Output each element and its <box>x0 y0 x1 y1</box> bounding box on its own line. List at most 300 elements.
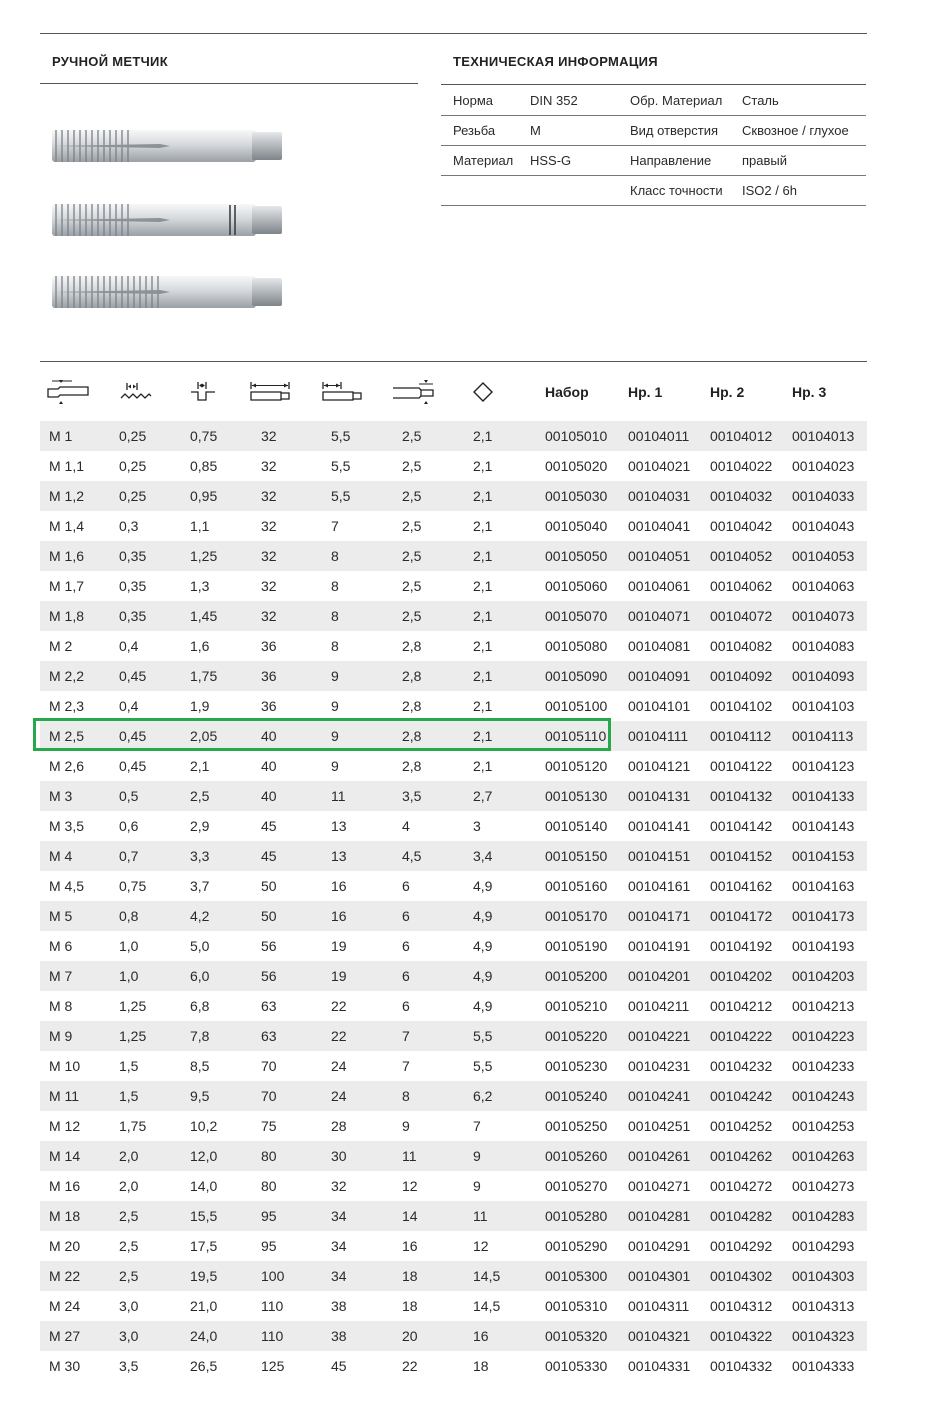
total-length-cell: 32 <box>261 608 277 624</box>
thread-length-cell: 19 <box>331 938 347 954</box>
pitch-cell: 1,25 <box>119 1028 147 1044</box>
no1-article-cell: 00104171 <box>628 908 691 924</box>
no2-article-cell: 00104282 <box>710 1208 773 1224</box>
pitch-cell: 1,0 <box>119 938 139 954</box>
thread-length-cell: 8 <box>331 608 339 624</box>
tech-value: M <box>530 123 541 138</box>
thread-length-cell: 9 <box>331 758 339 774</box>
shank-diameter-cell: 6 <box>402 938 410 954</box>
table-header <box>40 363 867 421</box>
no1-article-cell: 00104141 <box>628 818 691 834</box>
thread-length-cell: 16 <box>331 908 347 924</box>
set-article-cell: 00105120 <box>545 758 608 774</box>
square-size-cell: 2,7 <box>473 788 493 804</box>
tech-info-table <box>441 86 866 206</box>
set-article-cell: 00105220 <box>545 1028 608 1044</box>
no3-article-cell: 00104173 <box>792 908 855 924</box>
total-length-icon <box>249 377 293 407</box>
thread-length-cell: 38 <box>331 1328 347 1344</box>
thread-size-cell: M 1,6 <box>49 548 85 564</box>
no3-article-cell: 00104333 <box>792 1358 855 1374</box>
table-row <box>40 571 867 601</box>
table-row <box>40 1201 867 1231</box>
no3-article-cell: 00104273 <box>792 1178 855 1194</box>
thread-size-cell: M 1,1 <box>49 458 85 474</box>
thread-size-cell: M 2,2 <box>49 668 85 684</box>
set-article-cell: 00105100 <box>545 698 608 714</box>
set-article-cell: 00105260 <box>545 1148 608 1164</box>
table-row <box>40 541 867 571</box>
total-length-cell: 95 <box>261 1208 277 1224</box>
table-row <box>40 1321 867 1351</box>
square-size-cell: 3 <box>473 818 481 834</box>
drill-diameter-cell: 24,0 <box>190 1328 218 1344</box>
pitch-cell: 0,75 <box>119 878 147 894</box>
pitch-cell: 0,45 <box>119 758 147 774</box>
set-article-cell: 00105050 <box>545 548 608 564</box>
pitch-cell: 0,25 <box>119 428 147 444</box>
set-article-cell: 00105270 <box>545 1178 608 1194</box>
no1-article-cell: 00104261 <box>628 1148 691 1164</box>
pitch-cell: 1,5 <box>119 1088 139 1104</box>
no2-article-cell: 00104092 <box>710 668 773 684</box>
set-article-cell: 00105130 <box>545 788 608 804</box>
square-size-cell: 6,2 <box>473 1088 493 1104</box>
no3-article-cell: 00104083 <box>792 638 855 654</box>
square-size-cell: 5,5 <box>473 1028 493 1044</box>
pitch-cell: 0,8 <box>119 908 139 924</box>
square-size-cell: 2,1 <box>473 698 493 714</box>
table-row <box>40 841 867 871</box>
thread-length-cell: 13 <box>331 848 347 864</box>
thread-size-cell: M 27 <box>49 1328 81 1344</box>
no1-article-cell: 00104291 <box>628 1238 691 1254</box>
pitch-cell: 0,35 <box>119 548 147 564</box>
drill-diameter-cell: 1,45 <box>190 608 218 624</box>
total-length-cell: 70 <box>261 1058 277 1074</box>
total-length-cell: 63 <box>261 1028 277 1044</box>
table-row <box>40 931 867 961</box>
shank-diameter-cell: 9 <box>402 1118 410 1134</box>
pitch-cell: 2,5 <box>119 1238 139 1254</box>
no1-article-cell: 00104331 <box>628 1358 691 1374</box>
set-article-cell: 00105020 <box>545 458 608 474</box>
drill-diameter-cell: 19,5 <box>190 1268 218 1284</box>
table-row <box>40 961 867 991</box>
shank-diameter-cell: 6 <box>402 968 410 984</box>
pitch-cell: 3,0 <box>119 1328 139 1344</box>
shank-diameter-cell: 2,5 <box>402 458 422 474</box>
no2-article-cell: 00104052 <box>710 548 773 564</box>
total-length-cell: 50 <box>261 878 277 894</box>
square-size-cell: 2,1 <box>473 668 493 684</box>
thread-size-cell: M 1,7 <box>49 578 85 594</box>
pitch-cell: 0,45 <box>119 668 147 684</box>
square-size-cell: 2,1 <box>473 728 493 744</box>
set-article-cell: 00105320 <box>545 1328 608 1344</box>
total-length-cell: 95 <box>261 1238 277 1254</box>
no3-article-cell: 00104033 <box>792 488 855 504</box>
total-length-cell: 32 <box>261 548 277 564</box>
table-row <box>40 451 867 481</box>
shank-diameter-cell: 2,5 <box>402 548 422 564</box>
no3-article-cell: 00104243 <box>792 1088 855 1104</box>
shank-diameter-cell: 6 <box>402 878 410 894</box>
total-length-cell: 32 <box>261 578 277 594</box>
table-row <box>40 601 867 631</box>
tap-1 <box>52 130 282 162</box>
no1-article-cell: 00104051 <box>628 548 691 564</box>
no1-article-cell: 00104211 <box>628 998 690 1014</box>
tech-value: правый <box>742 153 788 168</box>
thread-size-cell: M 22 <box>49 1268 81 1284</box>
pitch-cell: 2,5 <box>119 1268 139 1284</box>
pitch-cell: 0,25 <box>119 488 147 504</box>
pitch-cell: 0,5 <box>119 788 139 804</box>
set-article-cell: 00105140 <box>545 818 608 834</box>
shank-diameter-cell: 7 <box>402 1058 410 1074</box>
thread-length-cell: 32 <box>331 1178 347 1194</box>
thread-length-cell: 38 <box>331 1298 347 1314</box>
header-no3: Нр. 3 <box>792 384 827 400</box>
thread-size-cell: M 7 <box>49 968 73 984</box>
header-set: Набор <box>545 384 589 400</box>
thread-length-cell: 34 <box>331 1208 347 1224</box>
no1-article-cell: 00104251 <box>628 1118 691 1134</box>
thread-size-cell: M 3,5 <box>49 818 85 834</box>
shank-diameter-cell: 4,5 <box>402 848 422 864</box>
no1-article-cell: 00104041 <box>628 518 691 534</box>
table-row <box>40 1261 867 1291</box>
shank-diameter-cell: 2,8 <box>402 728 422 744</box>
thread-size-cell: M 2 <box>49 638 73 654</box>
square-size-cell: 16 <box>473 1328 489 1344</box>
table-row <box>40 1111 867 1141</box>
table-body <box>40 421 867 1381</box>
no1-article-cell: 00104111 <box>628 728 689 744</box>
no1-article-cell: 00104061 <box>628 578 691 594</box>
thread-length-cell: 24 <box>331 1058 347 1074</box>
thread-size-cell: M 20 <box>49 1238 81 1254</box>
thread-length-cell: 9 <box>331 668 339 684</box>
pitch-cell: 0,3 <box>119 518 139 534</box>
drill-diameter-cell: 1,1 <box>190 518 210 534</box>
total-length-cell: 63 <box>261 998 277 1014</box>
thread-length-cell: 7 <box>331 518 339 534</box>
total-length-cell: 75 <box>261 1118 277 1134</box>
tech-row <box>441 116 866 146</box>
no2-article-cell: 00104062 <box>710 578 773 594</box>
drill-diameter-cell: 3,3 <box>190 848 210 864</box>
no1-article-cell: 00104271 <box>628 1178 691 1194</box>
thread-length-cell: 9 <box>331 698 339 714</box>
set-article-cell: 00105240 <box>545 1088 608 1104</box>
no2-article-cell: 00104202 <box>710 968 773 984</box>
table-row <box>40 1081 867 1111</box>
no1-article-cell: 00104131 <box>628 788 691 804</box>
thread-size-cell: M 9 <box>49 1028 73 1044</box>
thread-size-cell: M 2,5 <box>49 728 85 744</box>
square-size-cell: 18 <box>473 1358 489 1374</box>
pitch-cell: 2,0 <box>119 1148 139 1164</box>
no2-article-cell: 00104192 <box>710 938 773 954</box>
tech-row <box>441 146 866 176</box>
square-size-cell: 2,1 <box>473 608 493 624</box>
pitch-cell: 0,35 <box>119 608 147 624</box>
pitch-cell: 0,4 <box>119 698 139 714</box>
thread-length-cell: 19 <box>331 968 347 984</box>
square-size-cell: 7 <box>473 1118 481 1134</box>
shank-diameter-icon <box>391 377 435 407</box>
shank-diameter-cell: 18 <box>402 1298 418 1314</box>
no2-article-cell: 00104222 <box>710 1028 773 1044</box>
pitch-cell: 0,4 <box>119 638 139 654</box>
total-length-cell: 125 <box>261 1358 285 1374</box>
drill-diameter-cell: 2,9 <box>190 818 210 834</box>
set-article-cell: 00105070 <box>545 608 608 624</box>
no2-article-cell: 00104132 <box>710 788 773 804</box>
no3-article-cell: 00104073 <box>792 608 855 624</box>
no3-article-cell: 00104293 <box>792 1238 855 1254</box>
set-article-cell: 00105200 <box>545 968 608 984</box>
total-length-cell: 32 <box>261 518 277 534</box>
pitch-cell: 0,45 <box>119 728 147 744</box>
total-length-cell: 32 <box>261 428 277 444</box>
no1-article-cell: 00104021 <box>628 458 691 474</box>
set-article-cell: 00105230 <box>545 1058 608 1074</box>
thread-length-cell: 5,5 <box>331 488 351 504</box>
no2-article-cell: 00104162 <box>710 878 773 894</box>
no2-article-cell: 00104032 <box>710 488 773 504</box>
no1-article-cell: 00104151 <box>628 848 691 864</box>
square-size-cell: 14,5 <box>473 1298 501 1314</box>
shank-diameter-cell: 12 <box>402 1178 418 1194</box>
drill-diameter-cell: 2,5 <box>190 788 210 804</box>
thread-size-cell: M 18 <box>49 1208 81 1224</box>
tech-row <box>441 86 866 116</box>
shank-diameter-cell: 22 <box>402 1358 418 1374</box>
no3-article-cell: 00104013 <box>792 428 855 444</box>
no2-article-cell: 00104172 <box>710 908 773 924</box>
thread-length-cell: 16 <box>331 878 347 894</box>
set-article-cell: 00105090 <box>545 668 608 684</box>
shank-diameter-cell: 2,5 <box>402 578 422 594</box>
no3-article-cell: 00104063 <box>792 578 855 594</box>
thread-length-cell: 45 <box>331 1358 347 1374</box>
thread-length-cell: 5,5 <box>331 458 351 474</box>
tech-value: HSS-G <box>530 153 572 168</box>
table-row <box>40 1051 867 1081</box>
table-row <box>40 421 867 451</box>
set-article-cell: 00105210 <box>545 998 608 1014</box>
square-size-cell: 2,1 <box>473 578 493 594</box>
shank-diameter-cell: 2,5 <box>402 488 422 504</box>
thread-length-cell: 34 <box>331 1238 347 1254</box>
pitch-cell: 1,5 <box>119 1058 139 1074</box>
no3-article-cell: 00104123 <box>792 758 855 774</box>
drill-diameter-cell: 4,2 <box>190 908 210 924</box>
thread-size-cell: M 2,3 <box>49 698 85 714</box>
no3-article-cell: 00104263 <box>792 1148 855 1164</box>
set-article-cell: 00105040 <box>545 518 608 534</box>
thread-length-cell: 5,5 <box>331 428 351 444</box>
no1-article-cell: 00104191 <box>628 938 691 954</box>
thread-length-icon <box>321 377 365 407</box>
thread-size-cell: M 6 <box>49 938 73 954</box>
no3-article-cell: 00104313 <box>792 1298 855 1314</box>
drill-diameter-icon <box>189 377 219 407</box>
table-row <box>40 661 867 691</box>
drill-diameter-cell: 1,3 <box>190 578 210 594</box>
no1-article-cell: 00104281 <box>628 1208 691 1224</box>
header-no2: Нр. 2 <box>710 384 745 400</box>
no3-article-cell: 00104223 <box>792 1028 855 1044</box>
thread-size-cell: M 1,4 <box>49 518 85 534</box>
square-size-cell: 2,1 <box>473 638 493 654</box>
drill-diameter-cell: 15,5 <box>190 1208 218 1224</box>
shank-diameter-cell: 11 <box>402 1148 417 1164</box>
set-article-cell: 00105150 <box>545 848 608 864</box>
set-article-cell: 00105310 <box>545 1298 608 1314</box>
no3-article-cell: 00104163 <box>792 878 855 894</box>
tap-size-table <box>40 363 867 1381</box>
drill-diameter-cell: 26,5 <box>190 1358 218 1374</box>
total-length-cell: 80 <box>261 1178 277 1194</box>
drill-diameter-cell: 12,0 <box>190 1148 218 1164</box>
tech-info-title-divider <box>441 84 866 85</box>
top-divider <box>40 33 867 34</box>
total-length-cell: 56 <box>261 938 277 954</box>
shank-diameter-cell: 3,5 <box>402 788 422 804</box>
thread-size-cell: M 16 <box>49 1178 81 1194</box>
table-row <box>40 751 867 781</box>
set-article-cell: 00105030 <box>545 488 608 504</box>
no2-article-cell: 00104252 <box>710 1118 773 1134</box>
set-article-cell: 00105330 <box>545 1358 608 1374</box>
no2-article-cell: 00104322 <box>710 1328 773 1344</box>
no3-article-cell: 00104143 <box>792 818 855 834</box>
square-size-cell: 9 <box>473 1148 481 1164</box>
no1-article-cell: 00104231 <box>628 1058 691 1074</box>
pitch-cell: 3,0 <box>119 1298 139 1314</box>
shank-diameter-cell: 2,8 <box>402 698 422 714</box>
no3-article-cell: 00104213 <box>792 998 855 1014</box>
no1-article-cell: 00104121 <box>628 758 691 774</box>
total-length-cell: 40 <box>261 758 277 774</box>
no2-article-cell: 00104082 <box>710 638 773 654</box>
pitch-cell: 0,25 <box>119 458 147 474</box>
table-row <box>40 1141 867 1171</box>
no2-article-cell: 00104102 <box>710 698 773 714</box>
pitch-cell: 1,0 <box>119 968 139 984</box>
no1-article-cell: 00104081 <box>628 638 691 654</box>
pitch-cell: 2,0 <box>119 1178 139 1194</box>
no2-article-cell: 00104122 <box>710 758 773 774</box>
drill-diameter-cell: 0,95 <box>190 488 218 504</box>
no3-article-cell: 00104113 <box>792 728 854 744</box>
thread-length-cell: 8 <box>331 548 339 564</box>
drill-diameter-cell: 1,25 <box>190 548 218 564</box>
tech-info-title: ТЕХНИЧЕСКАЯ ИНФОРМАЦИЯ <box>453 54 658 69</box>
shank-diameter-cell: 2,8 <box>402 668 422 684</box>
hand-taps-photo <box>40 86 300 356</box>
drill-diameter-cell: 5,0 <box>190 938 210 954</box>
tech-label: Направление <box>630 153 712 168</box>
set-article-cell: 00105250 <box>545 1118 608 1134</box>
total-length-cell: 32 <box>261 458 277 474</box>
pitch-icon <box>119 377 153 407</box>
drill-diameter-cell: 6,8 <box>190 998 210 1014</box>
no3-article-cell: 00104193 <box>792 938 855 954</box>
thread-length-cell: 28 <box>331 1118 347 1134</box>
thread-size-cell: M 1,2 <box>49 488 85 504</box>
no3-article-cell: 00104043 <box>792 518 855 534</box>
drill-diameter-cell: 8,5 <box>190 1058 210 1074</box>
thread-length-cell: 24 <box>331 1088 347 1104</box>
thread-size-cell: M 5 <box>49 908 73 924</box>
no3-article-cell: 00104053 <box>792 548 855 564</box>
no2-article-cell: 00104232 <box>710 1058 773 1074</box>
total-length-cell: 32 <box>261 488 277 504</box>
product-title: РУЧНОЙ МЕТЧИК <box>52 54 168 69</box>
drill-diameter-cell: 14,0 <box>190 1178 218 1194</box>
no3-article-cell: 00104253 <box>792 1118 855 1134</box>
thread-length-cell: 11 <box>331 788 346 804</box>
drill-diameter-cell: 7,8 <box>190 1028 210 1044</box>
thread-length-cell: 22 <box>331 998 347 1014</box>
product-title-divider <box>40 83 418 84</box>
table-row <box>40 781 867 811</box>
no1-article-cell: 00104301 <box>628 1268 691 1284</box>
thread-length-cell: 13 <box>331 818 347 834</box>
drill-diameter-cell: 9,5 <box>190 1088 210 1104</box>
shank-diameter-cell: 16 <box>402 1238 418 1254</box>
thread-size-cell: M 1,8 <box>49 608 85 624</box>
shank-diameter-cell: 2,5 <box>402 428 422 444</box>
square-size-cell: 3,4 <box>473 848 493 864</box>
shank-diameter-cell: 2,5 <box>402 608 422 624</box>
tech-value: ISO2 / 6h <box>742 183 797 198</box>
square-size-cell: 5,5 <box>473 1058 493 1074</box>
square-size-cell: 14,5 <box>473 1268 501 1284</box>
no3-article-cell: 00104283 <box>792 1208 855 1224</box>
tap-3 <box>52 276 282 308</box>
pitch-cell: 0,35 <box>119 578 147 594</box>
thread-size-cell: M 3 <box>49 788 73 804</box>
header-no1: Нр. 1 <box>628 384 663 400</box>
tech-label: Обр. Материал <box>630 93 723 108</box>
thread-size-cell: M 11 <box>49 1088 80 1104</box>
tech-label: Норма <box>453 93 494 108</box>
square-size-cell: 4,9 <box>473 998 493 1014</box>
square-size-cell: 4,9 <box>473 968 493 984</box>
set-article-cell: 00105160 <box>545 878 608 894</box>
tech-value: Сталь <box>742 93 779 108</box>
thread-length-cell: 8 <box>331 638 339 654</box>
no1-article-cell: 00104161 <box>628 878 691 894</box>
no2-article-cell: 00104292 <box>710 1238 773 1254</box>
drill-diameter-cell: 17,5 <box>190 1238 218 1254</box>
no1-article-cell: 00104221 <box>628 1028 691 1044</box>
no1-article-cell: 00104311 <box>628 1298 690 1314</box>
set-article-cell: 00105080 <box>545 638 608 654</box>
shank-diameter-cell: 2,5 <box>402 518 422 534</box>
pitch-cell: 3,5 <box>119 1358 139 1374</box>
shank-diameter-cell: 18 <box>402 1268 418 1284</box>
table-row <box>40 691 867 721</box>
no2-article-cell: 00104142 <box>710 818 773 834</box>
drill-diameter-cell: 6,0 <box>190 968 210 984</box>
